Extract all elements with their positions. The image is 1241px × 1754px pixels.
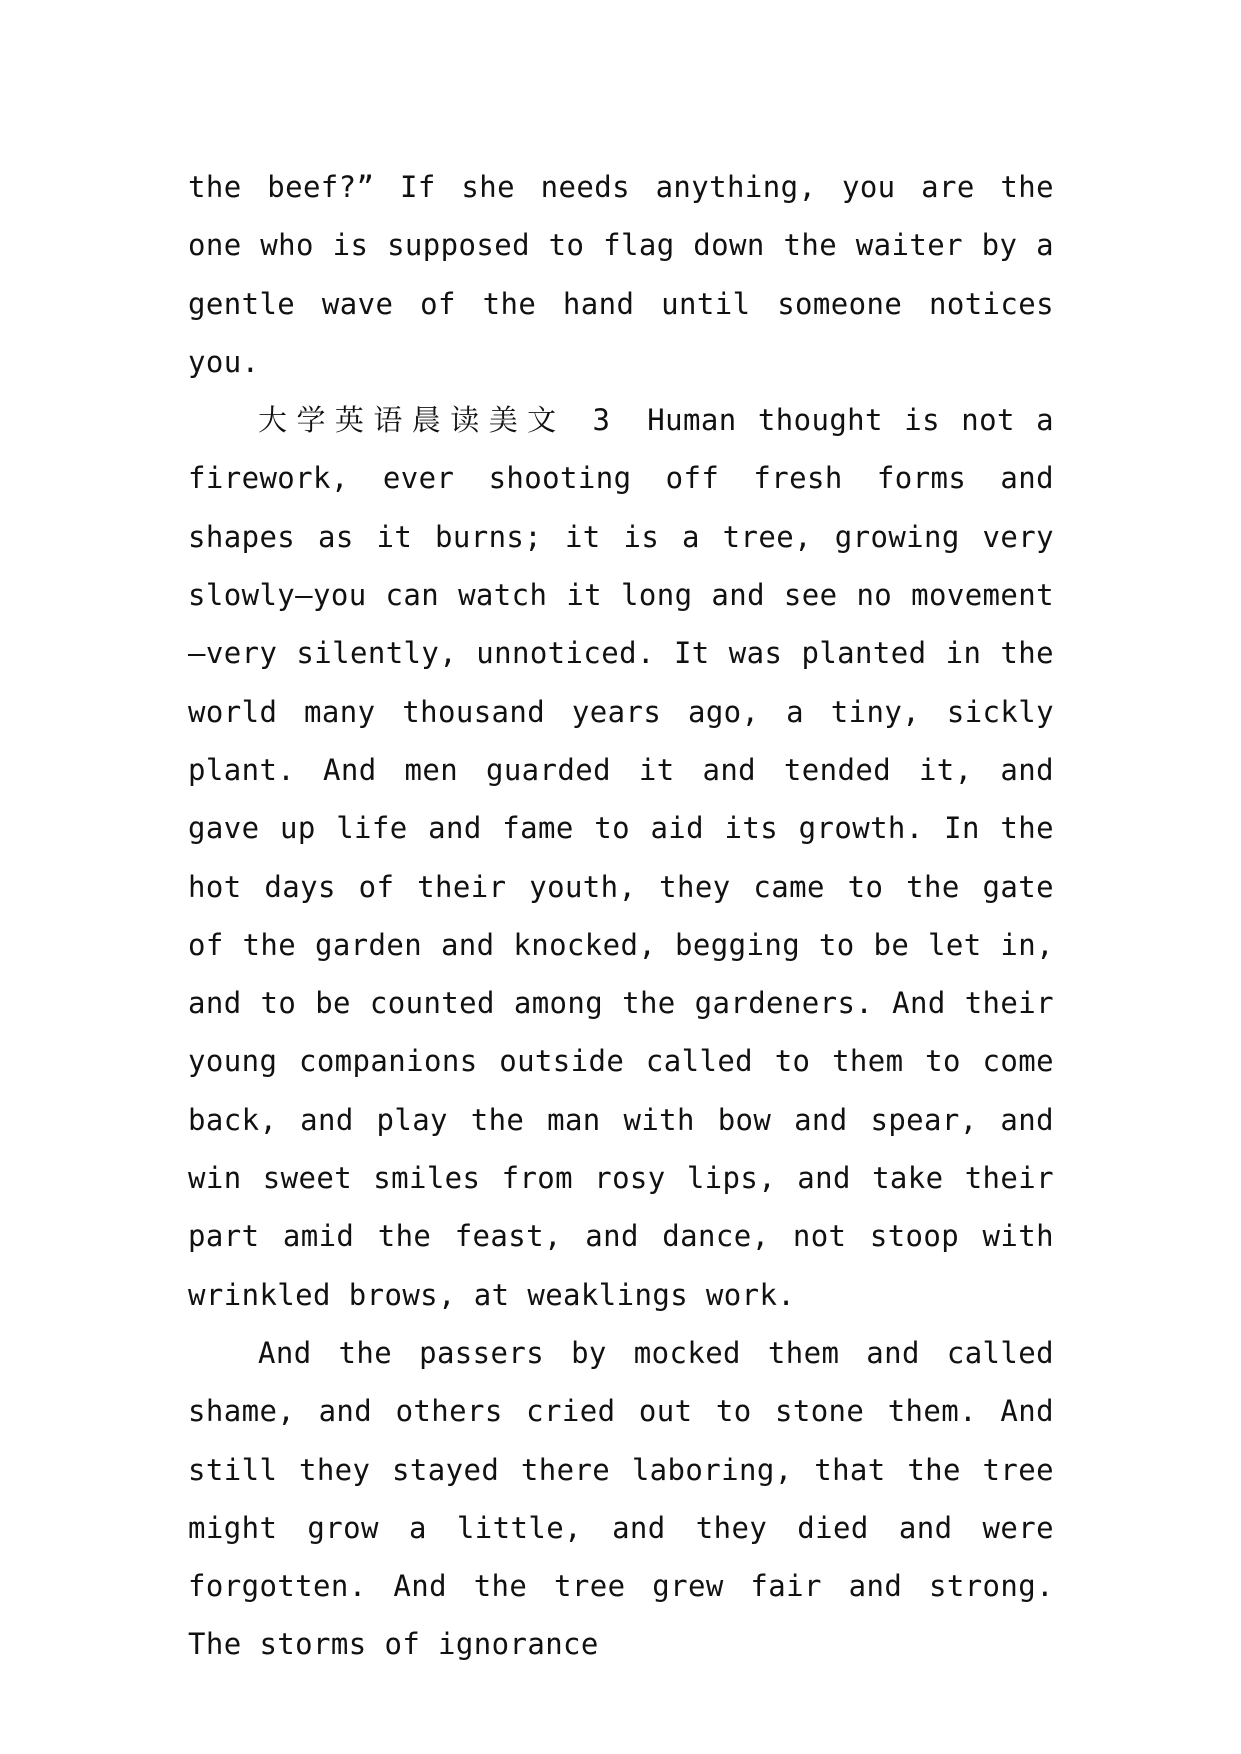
paragraph-text: the beef?” If she needs anything, you are the one who is supposed to flag down the waiter by a gentle wave of the hand until someone notices you.	[188, 170, 1054, 379]
paragraph-essay-3	[188, 391, 1054, 1324]
essay-heading: 大学英语晨读美文 3	[258, 403, 616, 438]
paragraph-continuation	[188, 158, 1054, 391]
document-body	[188, 158, 1054, 1674]
paragraph-text: Human thought is not a firework, ever shooting off fresh forms and shapes as it burns; it is a tree, growing very slowly—you can watch it long and see no movement —very silently, unnoticed. It was planted in the world many thousand years ago, a tiny, sickly plant. And men guarded it and tended it, and gave up life and fame to aid its growth. In the hot days of their youth, they came to the gate of the garden and knocked, begging to be let in, and to be counted among the gardeners. And their young companions outside called to them to come back, and play the man with bow and spear, and win sweet smiles from rosy lips, and take their part amid the feast, and dance, not stoop with wrinkled brows, at weaklings work.	[188, 403, 1054, 1312]
paragraph-text: And the passers by mocked them and called shame, and others cried out to stone them. And still they stayed there laboring, that the tree might grow a little, and they died and were forgotten. And the tree grew fair and strong. The storms of ignorance	[188, 1335, 1054, 1662]
paragraph-passers-by	[188, 1324, 1054, 1674]
